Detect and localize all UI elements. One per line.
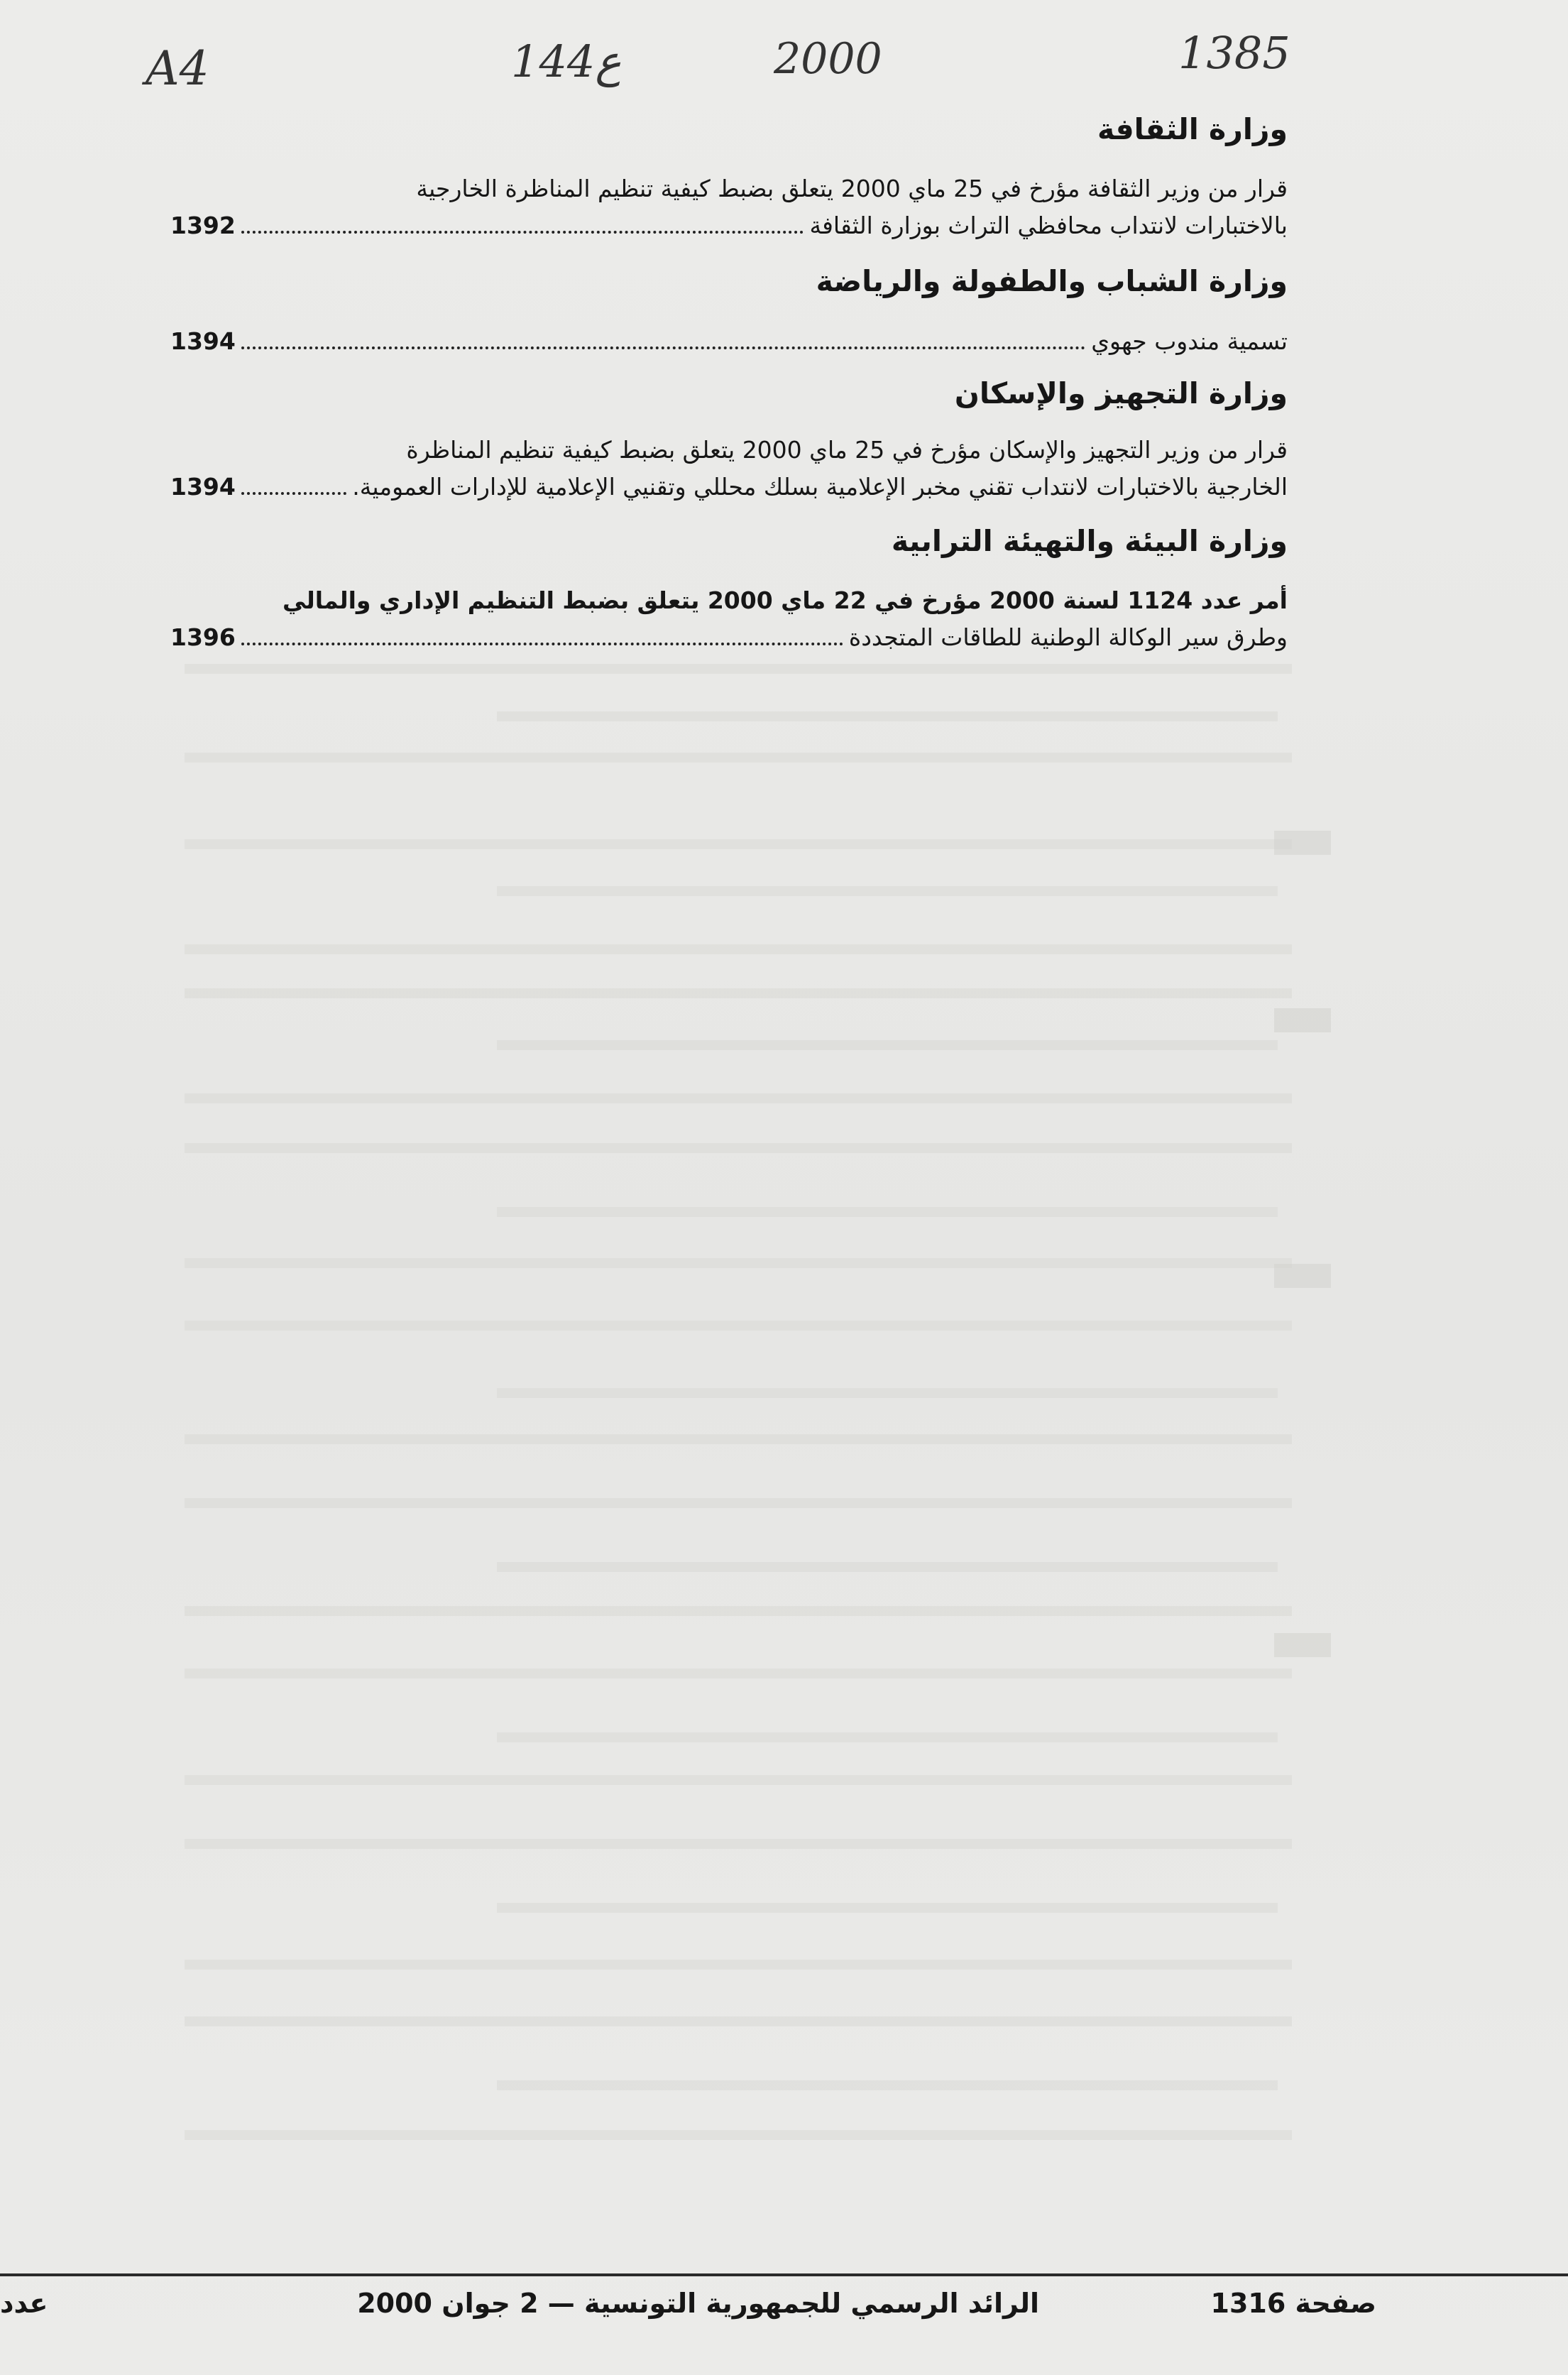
- section-heading: وزارة الثقافة: [1097, 112, 1288, 146]
- bleed-through: [1274, 1633, 1331, 1657]
- entry-line: أمر عدد 1124 لسنة 2000 مؤرخ في 22 ماي 2000 يتعلق بضبط التنظيم الإداري والمالي: [282, 586, 1288, 614]
- bleed-through: [497, 2080, 1278, 2090]
- bleed-through: [185, 1606, 1292, 1616]
- footer-rule: [0, 2273, 1568, 2276]
- bleed-through: [185, 944, 1292, 954]
- dot-leader: [241, 492, 346, 495]
- entry-last-line: الخارجية بالاختبارات لانتداب تقني مخبر الإعلامية بسلك محللي وتقنيي الإعلامية للإدارات العمومية.: [352, 473, 1288, 501]
- bleed-through: [185, 1143, 1292, 1153]
- handwritten-mark: A4: [146, 41, 209, 96]
- toc-entry: [170, 432, 1288, 506]
- handwritten-mark: 144ع: [511, 36, 622, 87]
- entry-leader-line: [170, 207, 1288, 244]
- handwritten-annotations: [0, 14, 1568, 96]
- bleed-through: [497, 1207, 1278, 1217]
- entry-line: قرار من وزير الثقافة مؤرخ في 25 ماي 2000 يتعلق بضبط كيفية تنظيم المناظرة الخارجية: [416, 175, 1288, 202]
- footer-journal-title: الرائد الرسمي للجمهورية التونسية — 2 جوان 2000: [357, 2288, 1039, 2319]
- bleed-through: [185, 1434, 1292, 1444]
- section-heading: وزارة التجهيز والإسكان: [954, 376, 1288, 410]
- toc-entry: [170, 582, 1288, 656]
- bleed-through: [497, 711, 1278, 721]
- handwritten-mark: 2000: [774, 34, 882, 84]
- bleed-through: [497, 886, 1278, 896]
- bleed-through: [497, 1388, 1278, 1398]
- entry-last-line: وطرق سير الوكالة الوطنية للطاقات المتجددة: [848, 623, 1288, 651]
- entry-line: قرار من وزير التجهيز والإسكان مؤرخ في 25 ماي 2000 يتعلق بضبط كيفية تنظيم المناظرة: [406, 436, 1288, 464]
- dot-leader: [241, 643, 843, 645]
- bleed-through: [185, 753, 1292, 763]
- bleed-through: [497, 1562, 1278, 1572]
- bleed-through: [497, 1732, 1278, 1742]
- bleed-through: [185, 664, 1292, 674]
- bleed-through: [185, 988, 1292, 998]
- bleed-through: [185, 1093, 1292, 1103]
- bleed-through: [185, 2130, 1292, 2140]
- dot-leader: [241, 346, 1085, 349]
- bleed-through: [185, 1258, 1292, 1268]
- footer-page-label: صفحة 1316: [1210, 2288, 1376, 2319]
- bleed-through: [1274, 1008, 1331, 1032]
- page-number: 1396: [170, 623, 236, 651]
- bleed-through: [497, 1903, 1278, 1913]
- dot-leader: [241, 231, 804, 234]
- bleed-through: [185, 839, 1292, 849]
- entry-last-line: تسمية مندوب جهوي: [1091, 327, 1288, 355]
- bleed-through: [185, 2016, 1292, 2026]
- toc-entry: [170, 170, 1288, 244]
- section-heading: وزارة الشباب والطفولة والرياضة: [816, 264, 1288, 298]
- toc-entry: [170, 323, 1288, 360]
- entry-leader-line: [170, 323, 1288, 360]
- bleed-through: [185, 1775, 1292, 1785]
- page-number: 1394: [170, 327, 236, 355]
- page-number: 1394: [170, 473, 236, 501]
- entry-leader-line: [170, 469, 1288, 506]
- entry-leader-line: [170, 619, 1288, 656]
- bleed-through: [497, 1040, 1278, 1050]
- handwritten-mark: 1385: [1178, 27, 1290, 79]
- bleed-through: [185, 1960, 1292, 1970]
- bleed-through: [1274, 1264, 1331, 1288]
- bleed-through: [185, 1669, 1292, 1678]
- bleed-through: [1274, 831, 1331, 855]
- entry-last-line: بالاختبارات لانتداب محافظي التراث بوزارة الثقافة: [809, 212, 1288, 239]
- page-number: 1392: [170, 212, 236, 239]
- footer-issue-label: عدد: [0, 2288, 48, 2319]
- bleed-through: [185, 1498, 1292, 1508]
- section-heading: وزارة البيئة والتهيئة الترابية: [891, 524, 1288, 558]
- bleed-through: [185, 1321, 1292, 1331]
- bleed-through: [185, 1839, 1292, 1849]
